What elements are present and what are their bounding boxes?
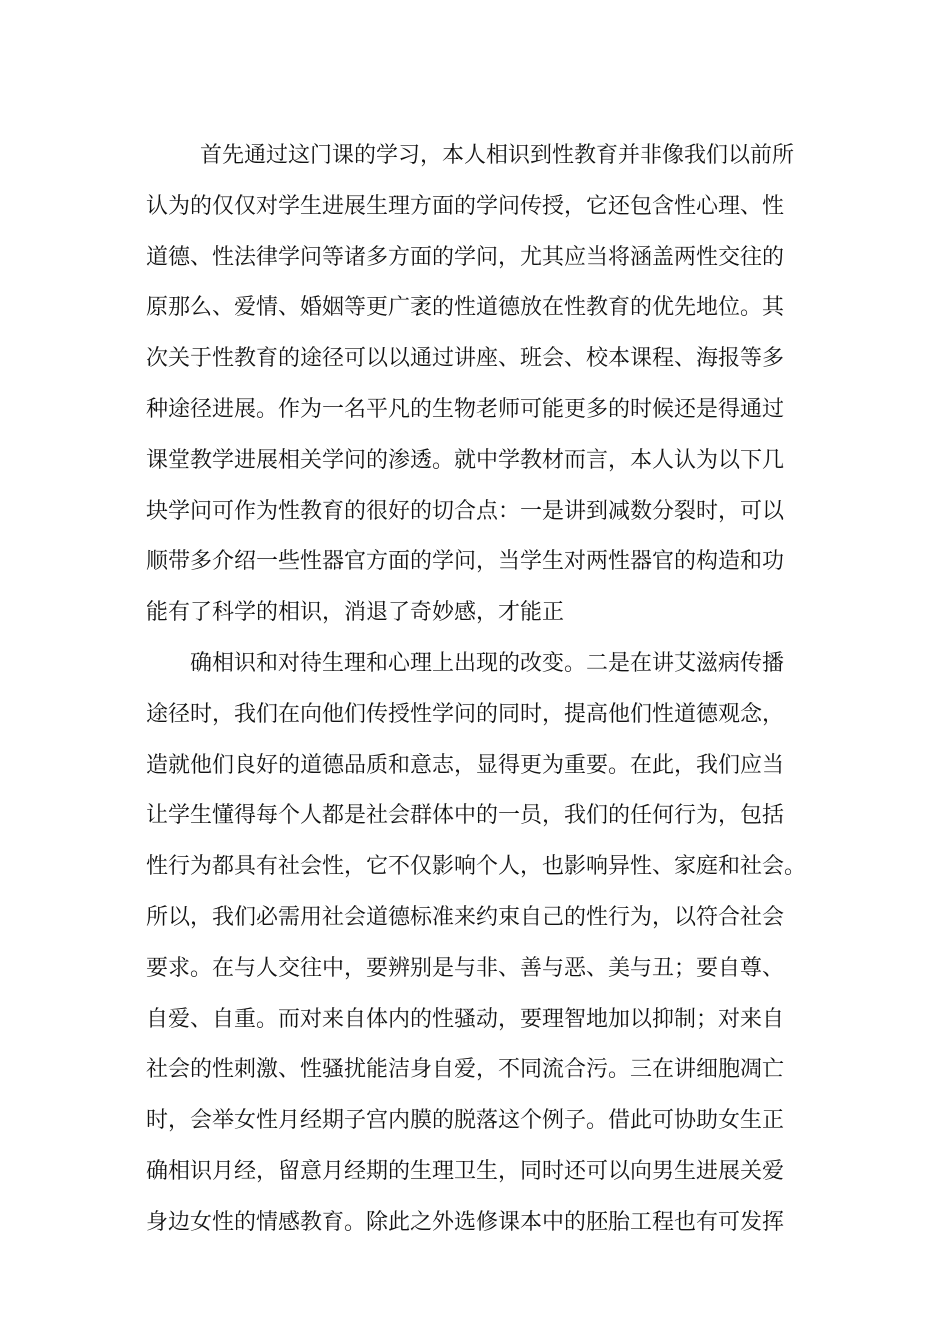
text-line: 能有了科学的相识，消退了奇妙感，才能正: [146, 600, 565, 626]
text-line: 途径时，我们在向他们传授性学问的同时，提高他们性道德观念，: [146, 701, 785, 727]
text-line: 块学问可作为性教育的很好的切合点：一是讲到减数分裂时，可以: [146, 498, 785, 524]
text-line: 要求。在与人交往中，要辨别是与非、善与恶、美与丑；要自尊、: [146, 955, 785, 981]
text-line: 确相识月经，留意月经期的生理卫生，同时还可以向男生进展关爱: [146, 1158, 785, 1184]
text-line: 种途径进展。作为一名平凡的生物老师可能更多的时候还是得通过: [146, 396, 785, 422]
text-line: 造就他们良好的道德品质和意志，显得更为重要。在此，我们应当: [146, 752, 785, 778]
text-line: 性行为都具有社会性，它不仅影响个人，也影响异性、家庭和社会。: [146, 854, 807, 880]
paragraph-1: [146, 131, 806, 639]
text-line: 让学生懂得每个人都是社会群体中的一员，我们的任何行为，包括: [146, 803, 785, 829]
paragraph-2: [146, 639, 806, 1249]
text-line: 社会的性刺激、性骚扰能洁身自爱，不同流合污。三在讲细胞凋亡: [146, 1057, 785, 1083]
text-line: 自爱、自重。而对来自体内的性骚动，要理智地加以抑制；对来自: [146, 1006, 785, 1032]
text-line: 原那么、爱情、婚姻等更广袤的性道德放在性教育的优先地位。其: [146, 295, 785, 321]
text-line: 时，会举女性月经期子宫内膜的脱落这个例子。借此可协助女生正: [146, 1108, 785, 1134]
text-line: 认为的仅仅对学生进展生理方面的学问传授，它还包含性心理、性: [146, 193, 785, 219]
text-line: 道德、性法律学问等诸多方面的学问，尤其应当将涵盖两性交往的: [146, 244, 785, 270]
text-line: 所以，我们必需用社会道德标准来约束自己的性行为，以符合社会: [146, 904, 785, 930]
text-line: 课堂教学进展相关学问的渗透。就中学教材而言，本人认为以下几: [146, 447, 785, 473]
text-line: 次关于性教育的途径可以以通过讲座、班会、校本课程、海报等多: [146, 346, 785, 372]
text-line: 顺带多介绍一些性器官方面的学问，当学生对两性器官的构造和功: [146, 549, 785, 575]
text-line: 身边女性的情感教育。除此之外选修课本中的胚胎工程也有可发挥: [146, 1209, 785, 1235]
text-line: 确相识和对待生理和心理上出现的改变。二是在讲艾滋病传播: [190, 650, 785, 676]
text-line: 首先通过这门课的学习，本人相识到性教育并非像我们以前所: [200, 143, 795, 168]
body-text: [146, 131, 806, 1249]
